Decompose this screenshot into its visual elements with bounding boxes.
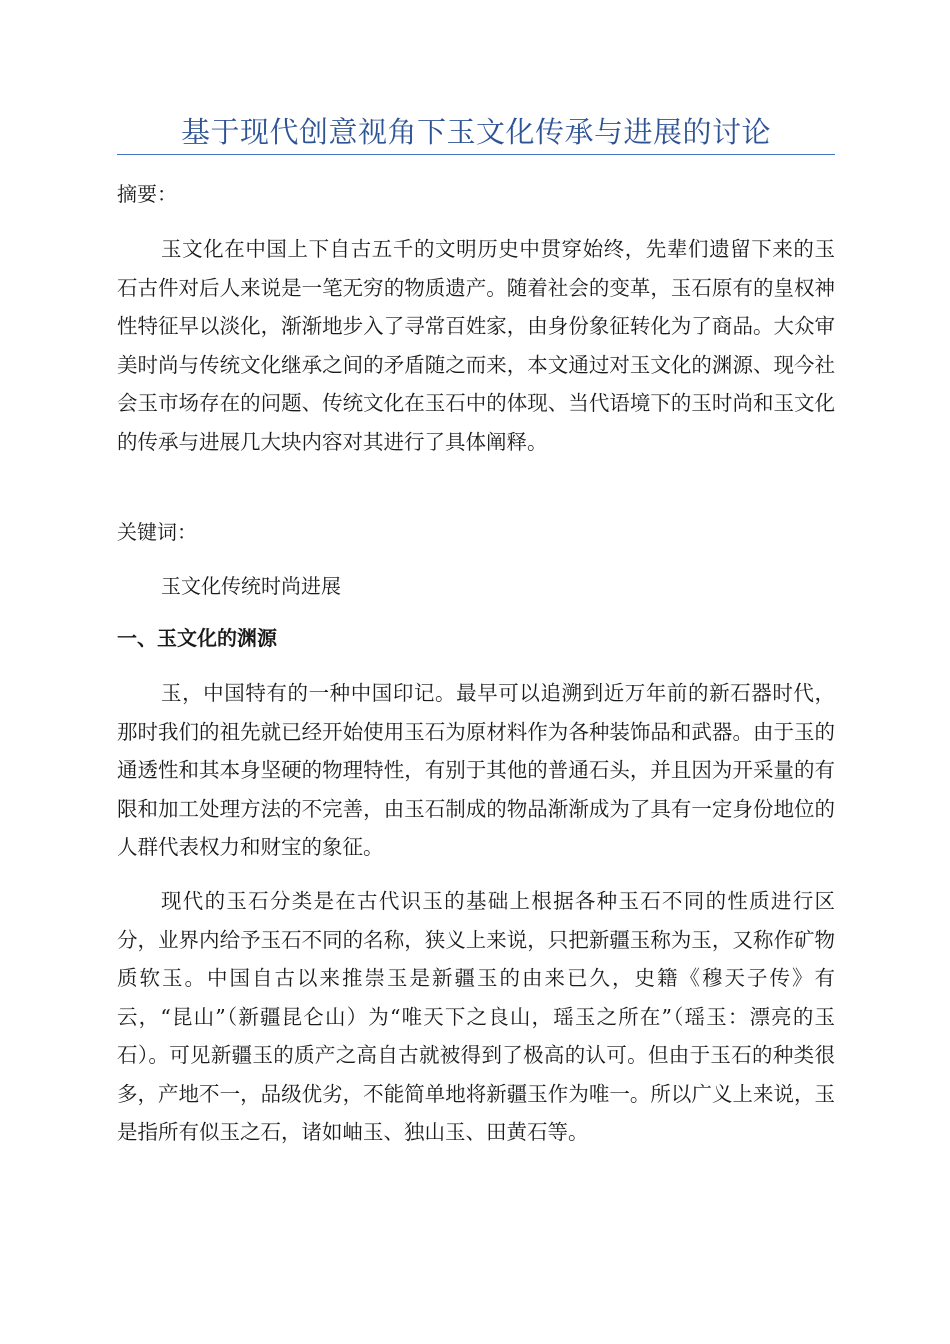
title-underline [117,154,835,155]
document-title: 基于现代创意视角下玉文化传承与进展的讨论 [180,115,771,149]
abstract-label: 摘要： [117,182,177,206]
section-heading: 一、玉文化的渊源 [117,626,277,650]
section-paragraph-1: 玉，中国特有的一种中国印记。最早可以追溯到近万年前的新石器时代，那时我们的祖先就已经开始使用玉石为原材料作为各种装饰品和武器。由于玉的通透性和其本身坚硬的物理特性，有别于其他的普通石头，并且因为开采量的有限和加工处理方法的不完善，由玉石制成的物品渐渐成为了具有一定身份地位的人群代表权力和财宝的象征。 [117,681,835,859]
abstract-paragraph: 玉文化在中国上下自古五千的文明历史中贯穿始终，先辈们遗留下来的玉石古件对后人来说是一笔无穷的物质遗产。随着社会的变革，玉石原有的皇权神性特征早以淡化，渐渐地步入了寻常百姓家，由身份象征转化为了商品。大众审美时尚与传统文化继承之间的矛盾随之而来，本文通过对玉文化的渊源、现今社会玉市场存在的问题、传统文化在玉石中的体现、当代语境下的玉时尚和玉文化的传承与进展几大块内容对其进行了具体阐释。 [117,237,835,454]
section-paragraph-2: 现代的玉石分类是在古代识玉的基础上根据各种玉石不同的性质进行区分，业界内给予玉石不同的名称，狭义上来说，只把新疆玉称为玉，又称作矿物质软玉。中国自古以来推崇玉是新疆玉的由来已久，史籍《穆天子传》有云，“昆山”（新疆昆仑山）为“唯天下之良山，瑶玉之所在”（瑶玉：漂亮的玉石）。可见新疆玉的质产之高自古就被得到了极高的认可。但由于玉石的种类很多，产地不一，品级优劣，不能简单地将新疆玉作为唯一。所以广义上来说，玉是指所有似玉之石，诸如岫玉、独山玉、田黄石等。 [117,889,835,1144]
keywords-label: 关键词： [117,520,197,544]
keywords-text: 玉文化传统时尚进展 [161,574,341,598]
